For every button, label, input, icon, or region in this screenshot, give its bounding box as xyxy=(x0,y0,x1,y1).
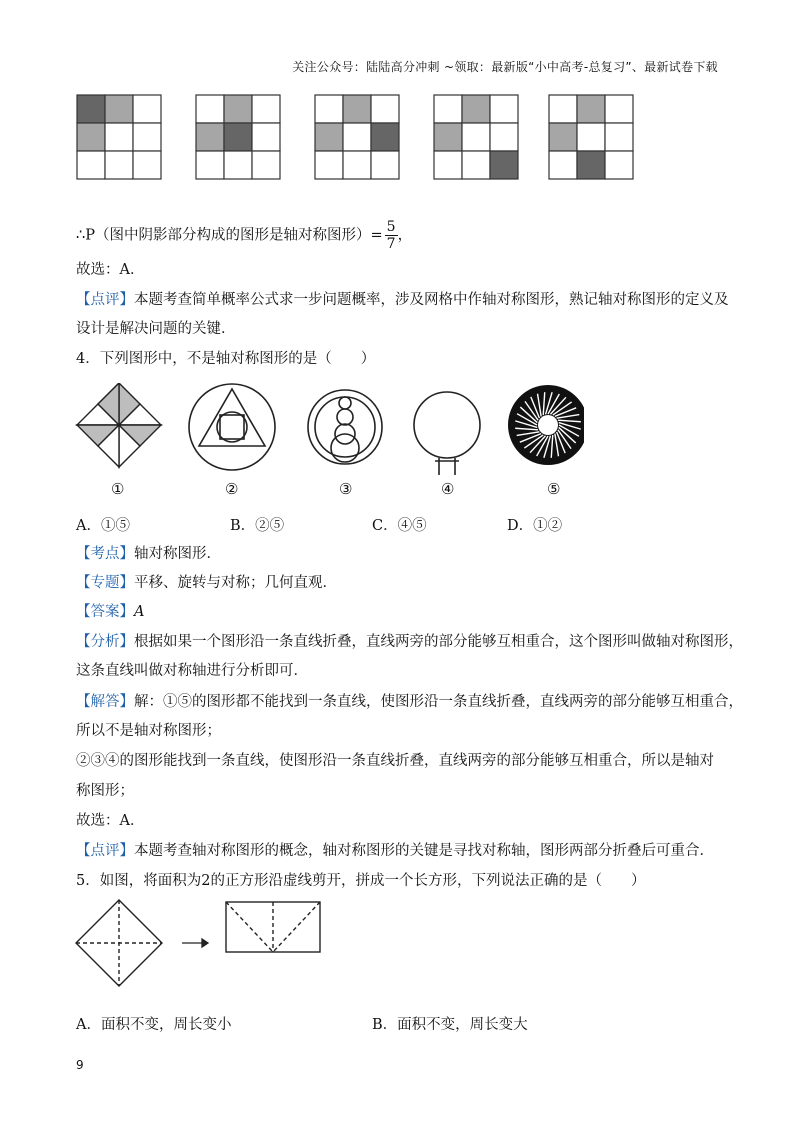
grid-cell xyxy=(462,123,490,151)
grid-cell xyxy=(371,95,399,123)
fraction-denominator: 7 xyxy=(386,236,396,252)
grid-cell xyxy=(549,151,577,179)
q4-zhuanti xyxy=(76,573,337,593)
grid-cell xyxy=(196,123,224,151)
grid-cell xyxy=(434,95,462,123)
grid-cell xyxy=(577,95,605,123)
prev-comment-line1 xyxy=(76,290,729,310)
q4-choice: 故选：A． xyxy=(76,813,145,829)
comment-tag: 【点评】 xyxy=(76,292,134,308)
q4-daan xyxy=(76,602,144,622)
grid-cell xyxy=(490,123,518,151)
grid-cell xyxy=(315,95,343,123)
q5-title: 5．如图，将面积为2的正方形沿虚线剪开，拼成一个长方形，下列说法正确的是（ ） xyxy=(76,873,646,889)
shaded-grid-2 xyxy=(196,95,280,179)
q5-figure xyxy=(74,896,334,990)
grid-figures-svg xyxy=(76,94,636,182)
grid-cell xyxy=(605,95,633,123)
grid-cell xyxy=(462,151,490,179)
grid-cell xyxy=(77,95,105,123)
q4-comment xyxy=(76,841,714,861)
shaded-grid-5 xyxy=(549,95,633,179)
grid-cell xyxy=(224,151,252,179)
grid-cell xyxy=(549,123,577,151)
q4-jieda-line2: 所以不是轴对称图形； xyxy=(76,723,221,739)
fan-figure xyxy=(414,392,480,475)
grid-cell xyxy=(105,151,133,179)
grid-cell xyxy=(490,151,518,179)
probability-suffix: ， xyxy=(397,227,413,244)
q4-fenxi-line1 xyxy=(76,632,743,652)
nested-circles-figure xyxy=(308,390,382,464)
grid-cell xyxy=(577,151,605,179)
q5-option-b: B．面积不变，周长变大 xyxy=(372,1017,528,1033)
kaodian-text: 轴对称图形． xyxy=(134,546,221,562)
rectangle-result xyxy=(226,902,320,952)
shaded-grid-1 xyxy=(77,95,161,179)
page-number: 9 xyxy=(76,1058,84,1072)
figure-label-2: ② xyxy=(225,480,239,498)
grid-cell xyxy=(462,95,490,123)
q4-option-c: C．④⑤ xyxy=(372,518,427,534)
shaded-grid-3 xyxy=(315,95,399,179)
grid-cell xyxy=(133,95,161,123)
kaodian-tag: 【考点】 xyxy=(76,546,134,562)
daan-text: A xyxy=(134,604,145,620)
diamond-square xyxy=(76,900,162,986)
grid-cell xyxy=(77,123,105,151)
figure-label-4: ④ xyxy=(441,480,455,498)
grid-cell xyxy=(196,151,224,179)
q4-option-a: A．①⑤ xyxy=(76,518,130,534)
arrow-icon xyxy=(182,939,208,947)
grid-cell xyxy=(315,151,343,179)
grid-cell xyxy=(252,95,280,123)
daan-tag: 【答案】 xyxy=(76,604,134,620)
figure-label-3: ③ xyxy=(339,480,353,498)
q4-option-b: B．②⑤ xyxy=(230,518,285,534)
figure-label-5: ⑤ xyxy=(547,480,561,498)
q5-figure-svg xyxy=(74,896,334,990)
probability-text: ∴P（图中阴影部分构成的图形是轴对称图形）= xyxy=(76,227,383,244)
grid-cell xyxy=(434,123,462,151)
q4-fenxi-line2: 这条直线叫做对称轴进行分析即可． xyxy=(76,663,308,679)
fraction-numerator: 5 xyxy=(386,219,396,235)
grid-cell xyxy=(105,95,133,123)
grid-cell xyxy=(605,123,633,151)
shaded-grid-figures xyxy=(76,94,636,182)
prev-comment-line2: 设计是解决问题的关键． xyxy=(76,321,236,337)
q4-option-d: D．①② xyxy=(507,518,563,534)
pinwheel-figure xyxy=(77,383,161,467)
grid-cell xyxy=(315,123,343,151)
comment-text: 本题考查简单概率公式求一步问题概率，涉及网格中作轴对称图形，熟记轴对称图形的定义及 xyxy=(134,292,729,308)
grid-cell xyxy=(105,123,133,151)
q4-kaodian xyxy=(76,544,221,564)
zhuanti-text: 平移、旋转与对称；几何直观． xyxy=(134,575,337,591)
grid-cell xyxy=(434,151,462,179)
q4-figures-svg xyxy=(74,383,584,475)
grid-cell xyxy=(371,151,399,179)
grid-cell xyxy=(605,151,633,179)
q4-jieda-line3: ②③④的图形能找到一条直线，使图形沿一条直线折叠，直线两旁的部分能够互相重合，所以是轴对 xyxy=(76,753,714,769)
q4-jieda-line1 xyxy=(76,692,743,712)
fenxi-tag: 【分析】 xyxy=(76,634,134,650)
q5-option-a: A．面积不变，周长变小 xyxy=(76,1017,232,1033)
grid-cell xyxy=(196,95,224,123)
page-header: 关注公众号：陆陆高分冲刺 ~领取：最新版“小中高考-总复习”、最新试卷下载 xyxy=(292,60,718,74)
prev-choice: 故选：A． xyxy=(76,262,145,278)
grid-cell xyxy=(224,123,252,151)
q4-title: 4．下列图形中，不是轴对称图形的是（ ） xyxy=(76,351,376,367)
figure-label-1: ① xyxy=(111,480,125,498)
grid-cell xyxy=(577,123,605,151)
circle-triangle-figure xyxy=(189,384,275,470)
grid-cell xyxy=(343,151,371,179)
q4-figures xyxy=(74,383,584,475)
probability-line xyxy=(76,219,412,252)
comment-tag: 【点评】 xyxy=(76,843,134,859)
grid-cell xyxy=(133,151,161,179)
sunburst-figure xyxy=(508,385,584,465)
q4-jieda-line4: 称图形； xyxy=(76,783,134,799)
grid-cell xyxy=(252,123,280,151)
probability-fraction xyxy=(385,219,398,252)
grid-cell xyxy=(343,123,371,151)
zhuanti-tag: 【专题】 xyxy=(76,575,134,591)
shaded-grid-4 xyxy=(434,95,518,179)
grid-cell xyxy=(77,151,105,179)
grid-cell xyxy=(343,95,371,123)
grid-cell xyxy=(549,95,577,123)
comment-text: 本题考查轴对称图形的概念，轴对称图形的关键是寻找对称轴，图形两部分折叠后可重合． xyxy=(134,843,714,859)
jieda-text: 解：①⑤的图形都不能找到一条直线，使图形沿一条直线折叠，直线两旁的部分能够互相重合， xyxy=(134,694,743,710)
grid-cell xyxy=(252,151,280,179)
grid-cell xyxy=(371,123,399,151)
grid-cell xyxy=(224,95,252,123)
fenxi-text: 根据如果一个图形沿一条直线折叠，直线两旁的部分能够互相重合，这个图形叫做轴对称图形， xyxy=(134,634,743,650)
jieda-tag: 【解答】 xyxy=(76,694,134,710)
grid-cell xyxy=(133,123,161,151)
grid-cell xyxy=(490,95,518,123)
